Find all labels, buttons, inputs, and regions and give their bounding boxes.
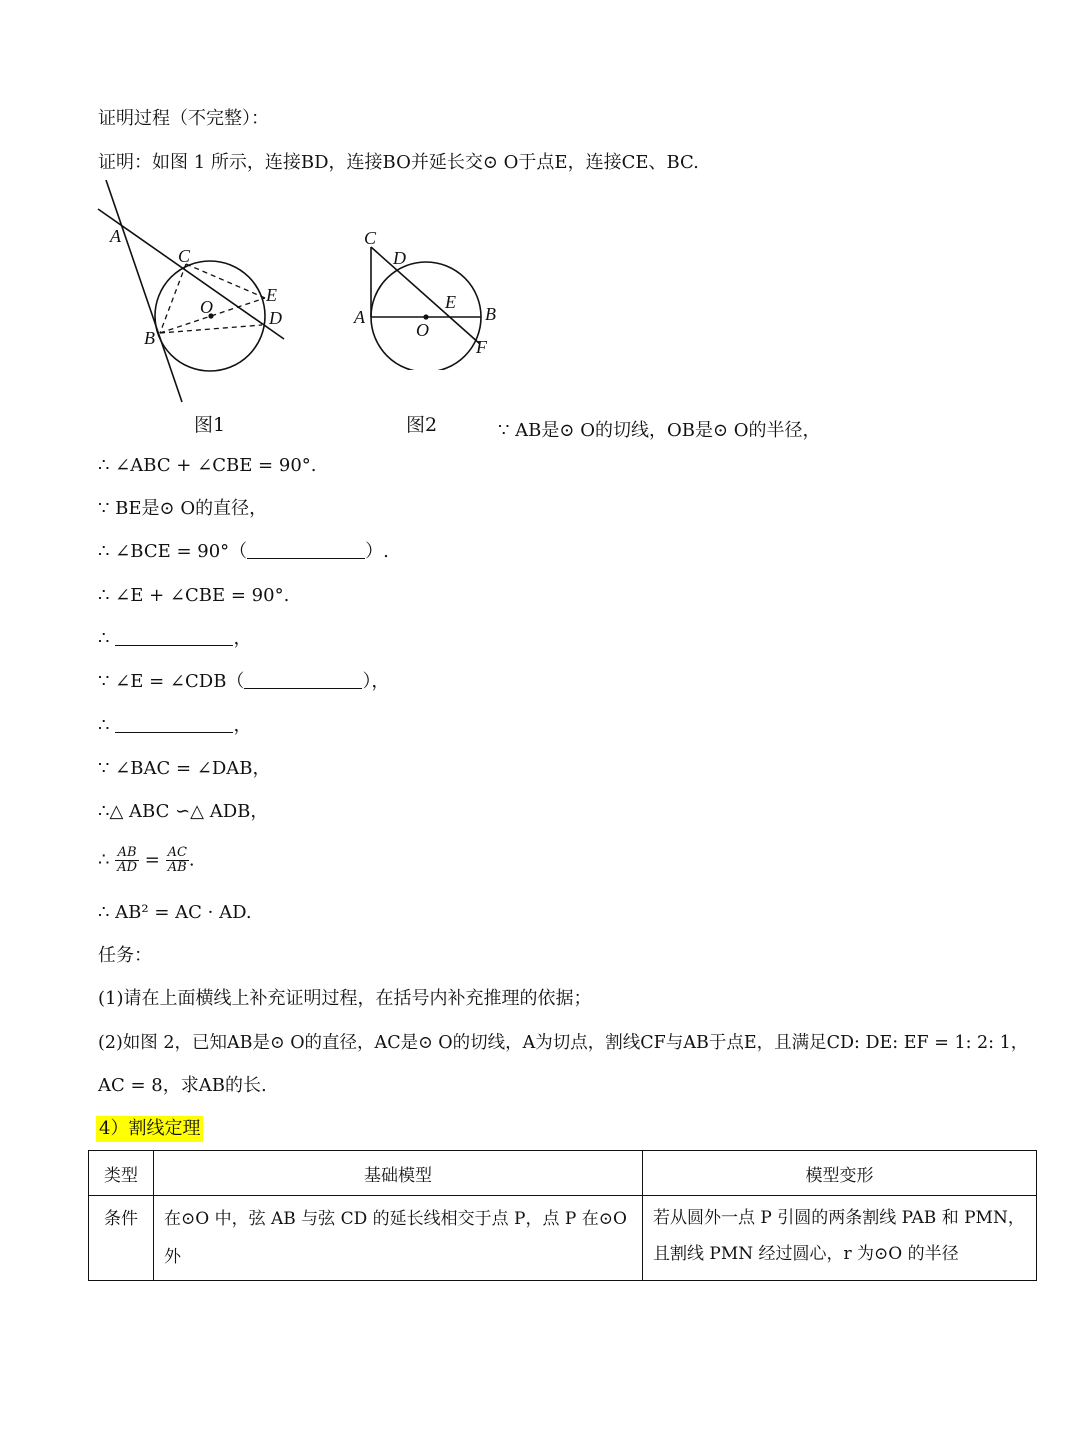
proof-heading: 证明过程（不完整）： xyxy=(98,108,269,129)
proof-line-1: ∴ ∠ABC + ∠CBE = 90°. xyxy=(98,455,317,476)
proof-line-5-text: ∴ xyxy=(98,628,110,649)
fraction-ab-ad xyxy=(115,846,139,875)
table-header-row xyxy=(89,1151,1037,1196)
cell-variant-line-2: 且割线 PMN 经过圆心，r 为⊙O 的半径 xyxy=(653,1244,959,1264)
proof-line-8: ∵ ∠BAC = ∠DAB， xyxy=(98,758,271,779)
row-label-condition: 条件 xyxy=(89,1196,154,1281)
fraction-ac-ab xyxy=(166,846,189,875)
task-question-1: (1)请在上面横线上补充证明过程，在括号内补充推理的依据； xyxy=(98,988,592,1009)
proof-intro: 证明：如图 1 所示，连接BD，连接BO并延长交⊙ O于点E，连接CE、BC. xyxy=(98,152,699,173)
proof-line-6-text: ∵ ∠E = ∠CDB（ xyxy=(98,671,245,692)
proof-line-2: ∵ BE是⊙ O的直径， xyxy=(98,498,268,519)
fig1-tangent xyxy=(106,180,182,402)
proof-line-3-end: ）. xyxy=(365,541,389,562)
figure-1 xyxy=(90,180,310,410)
fig2-label-o: O xyxy=(416,320,429,340)
task-heading: 任务： xyxy=(98,945,152,966)
fraction-2-denominator: AB xyxy=(167,860,187,875)
proof-line-5 xyxy=(98,627,251,651)
proof-line-3-text: ∴ ∠BCE = 90°（ xyxy=(98,541,248,562)
fig1-label-d: D xyxy=(269,308,282,328)
proof-line-4: ∴ ∠E + ∠CBE = 90°. xyxy=(98,585,290,606)
proof-line-6-end: ）， xyxy=(362,671,390,692)
fig1-label-a: A xyxy=(110,226,121,246)
proof-line-7-end: ， xyxy=(233,715,252,736)
fig1-secant xyxy=(98,209,284,339)
task-question-2-cont: AC = 8，求AB的长. xyxy=(98,1075,267,1096)
proof-line-10 xyxy=(98,846,195,875)
model-table xyxy=(88,1150,1037,1281)
fraction-1-numerator: AB xyxy=(115,846,139,861)
fig1-segment-bd xyxy=(160,325,262,333)
reason-blank-1[interactable] xyxy=(247,540,365,559)
cell-basic-line-2: 外 xyxy=(164,1247,181,1267)
fig2-label-d: D xyxy=(393,248,406,268)
fig2-label-c: C xyxy=(364,228,377,248)
fraction-2-numerator: AC xyxy=(167,845,187,860)
fig1-label-e: E xyxy=(266,285,277,305)
cell-variant-line-1: 若从圆外一点 P 引圆的两条割线 PAB 和 PMN， xyxy=(653,1208,1025,1228)
fig1-label-o: O xyxy=(200,297,213,317)
proof-line-3 xyxy=(98,540,389,564)
fig2-label-b: B xyxy=(485,304,496,324)
section-title: 4）割线定理 xyxy=(96,1116,203,1142)
task-question-2: (2)如图 2，已知AB是⊙ O的直径，AC是⊙ O的切线，A为切点，割线CF与AB于点E，且满足CD: DE: EF = 1: 2: 1， xyxy=(98,1033,1029,1053)
fig2-caption: 图2 xyxy=(406,414,438,436)
cell-variant-condition xyxy=(643,1196,1037,1281)
proof-line-7 xyxy=(98,714,251,738)
proof-line-10-eq: = xyxy=(144,849,160,871)
reason-blank-2[interactable] xyxy=(244,670,362,689)
fraction-1-denominator: AD xyxy=(117,860,137,875)
header-model-variant: 模型变形 xyxy=(643,1151,1037,1196)
fig2-label-a: A xyxy=(354,307,365,327)
step-blank-1[interactable] xyxy=(115,627,233,646)
proof-line-6 xyxy=(98,670,389,694)
proof-line-10-post: . xyxy=(188,849,195,871)
fig1-label-c: C xyxy=(178,246,191,266)
proof-given-tangent: ∵ AB是⊙ O的切线，OB是⊙ O的半径， xyxy=(498,420,821,441)
header-type: 类型 xyxy=(89,1151,154,1196)
fig2-label-e: E xyxy=(445,292,456,312)
proof-line-9: ∴△ ABC ∽△ ADB， xyxy=(98,801,269,822)
fig1-caption: 图1 xyxy=(194,414,226,436)
step-blank-2[interactable] xyxy=(115,714,233,733)
fig1-label-b: B xyxy=(144,328,155,348)
proof-line-7-text: ∴ xyxy=(98,715,110,736)
fig2-label-f: F xyxy=(476,337,487,357)
fig2-center-dot xyxy=(423,314,428,319)
header-basic-model: 基础模型 xyxy=(154,1151,643,1196)
proof-line-11: ∴ AB² = AC · AD. xyxy=(98,902,252,923)
figure-2 xyxy=(350,222,510,370)
proof-line-5-end: ， xyxy=(233,628,252,649)
cell-basic-line-1: 在⊙O 中，弦 AB 与弦 CD 的延长线相交于点 P，点 P 在⊙O xyxy=(164,1209,627,1229)
proof-line-10-pre: ∴ xyxy=(98,849,110,871)
table-row xyxy=(89,1196,1037,1281)
cell-basic-condition xyxy=(154,1196,643,1281)
